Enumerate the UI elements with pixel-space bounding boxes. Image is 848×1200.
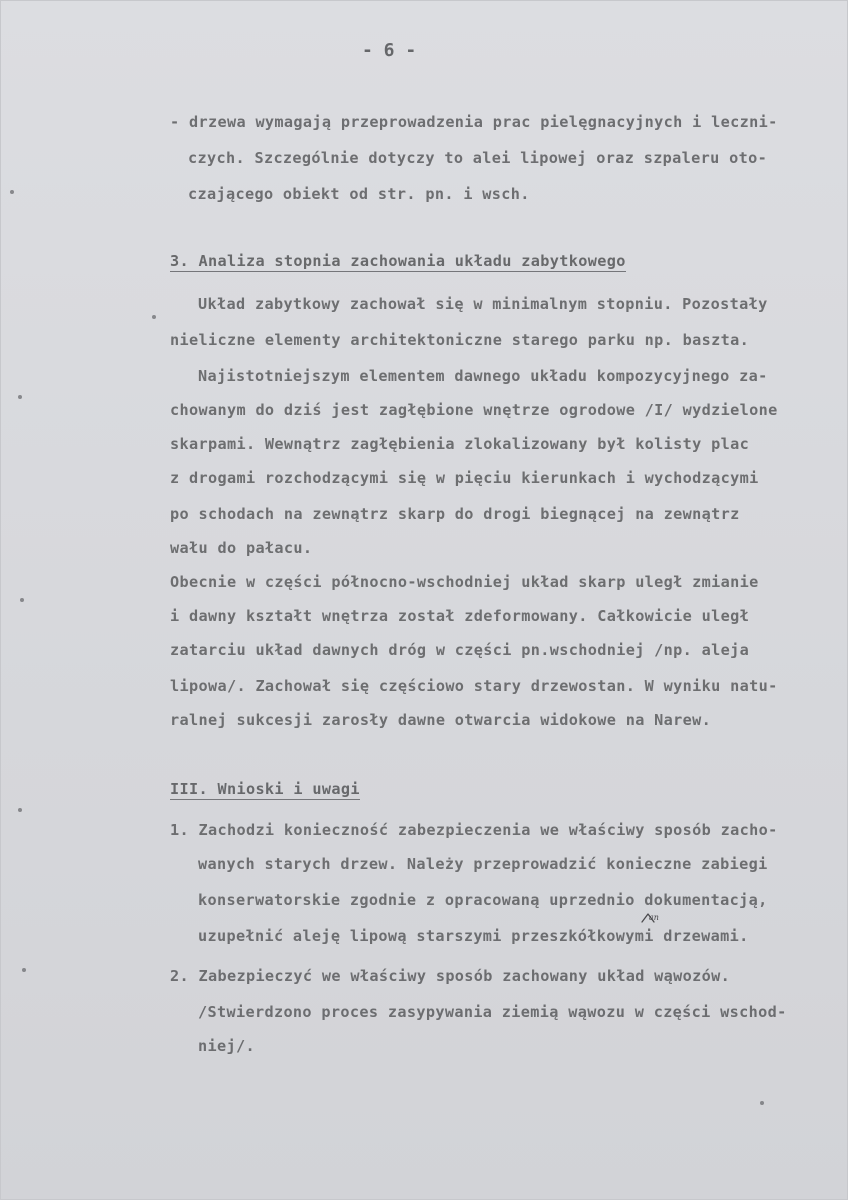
page-number: - 6 - (362, 40, 417, 61)
punch-mark (20, 598, 24, 602)
text-line: ralnej sukcesji zarosły dawne otwarcia widokowe na Narew. (170, 711, 712, 729)
text-line: 1. Zachodzi konieczność zabezpieczenia we właściwy sposób zacho- (170, 821, 778, 839)
section-iii-heading: III. Wnioski i uwagi (170, 780, 360, 798)
section-3-heading: 3. Analiza stopnia zachowania układu zabytkowego (170, 252, 626, 270)
punch-mark (152, 315, 156, 319)
text-line: niej/. (198, 1037, 255, 1055)
punch-mark (760, 1101, 764, 1105)
text-line: po schodach na zewnątrz skarp do drogi biegnącej na zewnątrz (170, 505, 740, 523)
punch-mark (18, 808, 22, 812)
text-line: czającego obiekt od str. pn. i wsch. (188, 185, 530, 203)
text-line: - drzewa wymagają przeprowadzenia prac pielęgnacyjnych i leczni- (170, 113, 778, 131)
text-line: czych. Szczególnie dotyczy to alei lipowej oraz szpaleru oto- (188, 149, 768, 167)
punch-mark (22, 968, 26, 972)
text-line: skarpami. Wewnątrz zagłębienia zlokalizowany był kolisty plac (170, 435, 750, 453)
text-line: zatarciu układ dawnych dróg w części pn.wschodniej /np. aleja (170, 641, 750, 659)
text-line: chowanym do dziś jest zagłębione wnętrze ogrodowe /I/ wydzielone (170, 401, 778, 419)
text-line: 2. Zabezpieczyć we właściwy sposób zachowany układ wąwozów. (170, 967, 731, 985)
text-line: Układ zabytkowy zachował się w minimalnym stopniu. Pozostały (198, 295, 768, 313)
handwritten-correction-mark (640, 910, 664, 926)
text-line: /Stwierdzono proces zasypywania ziemią wąwozu w części wschod- (198, 1003, 787, 1021)
punch-mark (10, 190, 14, 194)
text-line: Najistotniejszym elementem dawnego układu kompozycyjnego za- (198, 367, 768, 385)
text-line: wanych starych drzew. Należy przeprowadzić konieczne zabiegi (198, 855, 768, 873)
text-line: wału do pałacu. (170, 539, 313, 557)
text-line: z drogami rozchodzącymi się w pięciu kierunkach i wychodzącymi (170, 469, 759, 487)
text-line: lipowa/. Zachował się częściowo stary drzewostan. W wyniku natu- (170, 677, 778, 695)
text-line: nieliczne elementy architektoniczne starego parku np. baszta. (170, 331, 750, 349)
punch-mark (18, 395, 22, 399)
text-line: uzupełnić aleję lipową starszymi przeszkółkowymi drzewami. (198, 927, 749, 945)
text-line: i dawny kształt wnętrza został zdeformowany. Całkowicie uległ (170, 607, 750, 625)
text-line: Obecnie w części północno-wschodniej układ skarp uległ zmianie (170, 573, 759, 591)
handwritten-note: an (649, 913, 659, 922)
text-line: konserwatorskie zgodnie z opracowaną uprzednio dokumentacją, (198, 891, 768, 909)
